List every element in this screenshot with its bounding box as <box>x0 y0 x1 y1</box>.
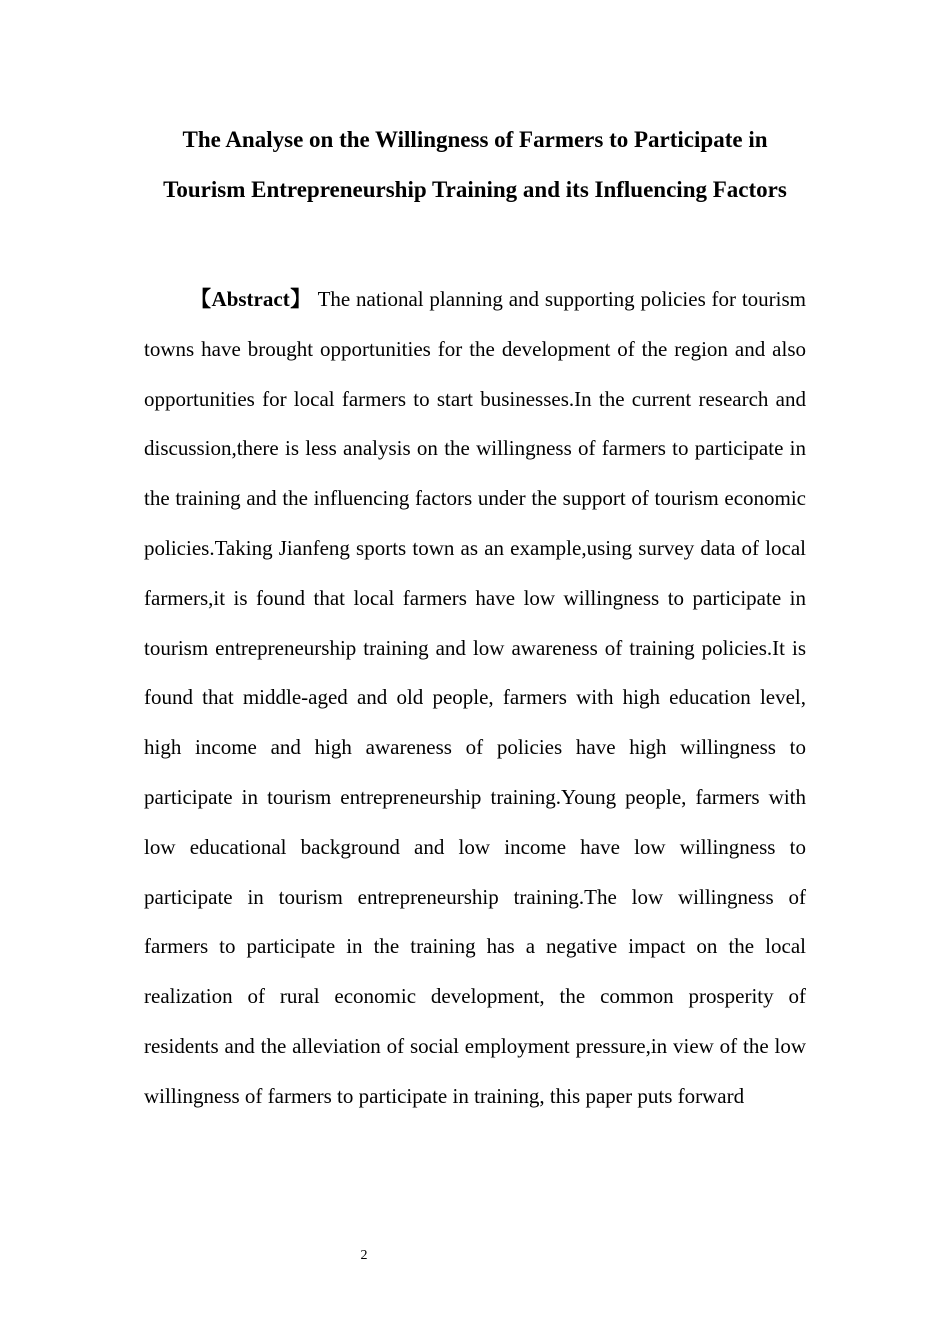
abstract-text: The national planning and supporting policies for tourism towns have brought opportunities for the development of the region and also opportunities for local farmers to start businesses.In the current research and discussion,there is less analysis on the willingness of farmers to participate in the training and the influencing factors under the support of tourism economic policies.Taking Jianfeng sports town as an example,using survey data of local farmers,it is found that local farmers have low willingness to participate in tourism entrepreneurship training and low awareness of training policies.It is found that middle-aged and old people, farmers with high education level, high income and high awareness of policies have high willingness to participate in tourism entrepreneurship training.Young people, farmers with low educational background and low income have low willingness to participate in tourism entrepreneurship training.The low willingness of farmers to participate in the training has a negative impact on the local realization of rural economic development, the common prosperity of residents and the alleviation of social employment pressure,in view of the low willingness of farmers to participate in training, this paper puts forward <box>144 287 806 1108</box>
paper-title: The Analyse on the Willingness of Farmers to Participate in Tourism Entrepreneurship Training and its Influencing Factors <box>163 127 787 202</box>
page-number: 2 <box>360 1248 368 1263</box>
abstract-paragraph <box>144 275 806 1122</box>
abstract-label: 【Abstract】 <box>190 287 312 311</box>
